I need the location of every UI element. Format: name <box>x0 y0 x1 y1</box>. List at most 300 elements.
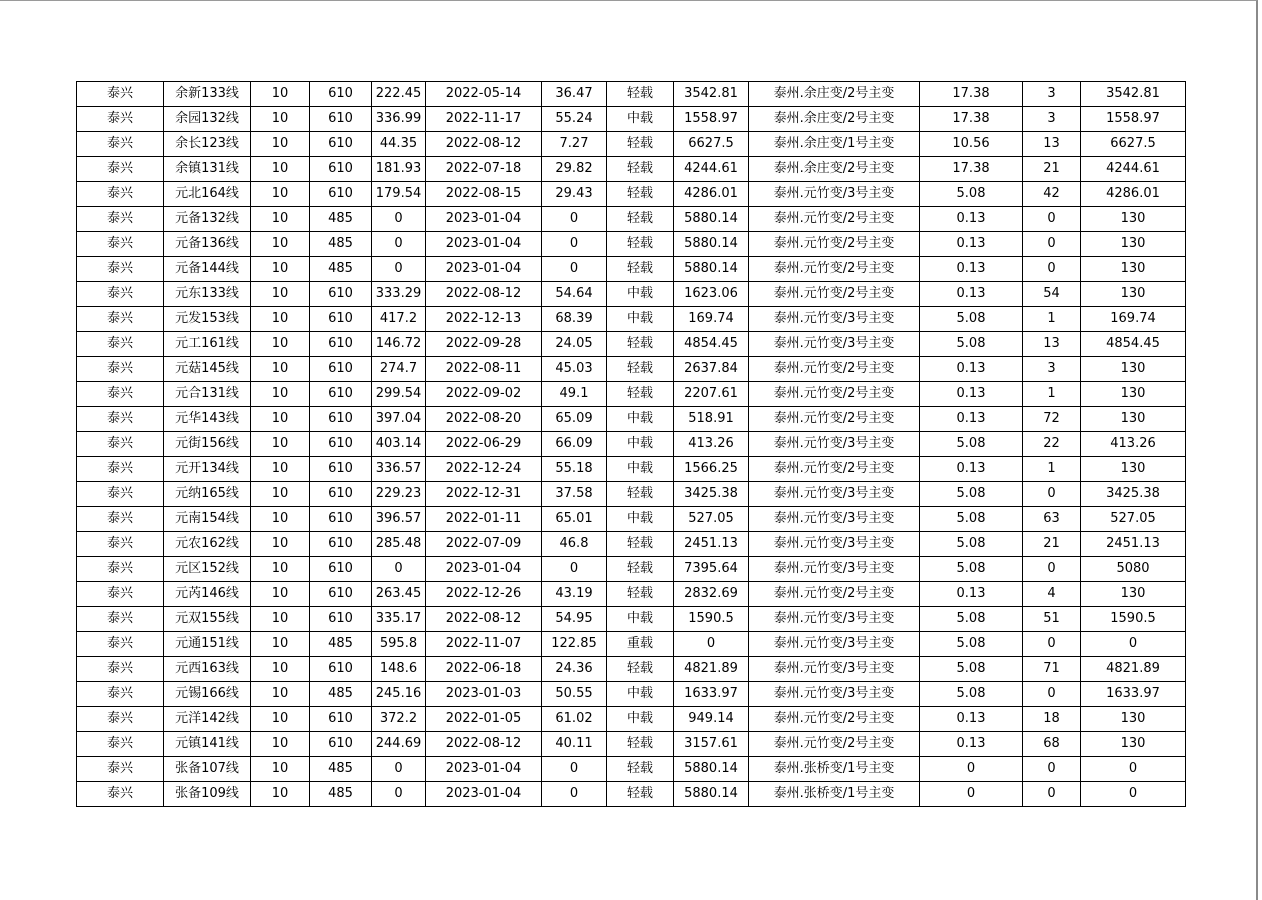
capacity-cell: 4854.45 <box>674 332 749 357</box>
available-capacity-cell: 130 <box>1081 582 1186 607</box>
current-cell: 396.57 <box>372 507 426 532</box>
load-rate-cell: 45.03 <box>542 357 607 382</box>
capacity-cell: 4244.61 <box>674 157 749 182</box>
load-rate-cell: 46.8 <box>542 532 607 557</box>
available-capacity-cell: 4244.61 <box>1081 157 1186 182</box>
rated-current-cell: 610 <box>310 607 372 632</box>
available-capacity-cell: 169.74 <box>1081 307 1186 332</box>
table-row <box>77 82 1186 107</box>
transformer-rate-cell: 0.13 <box>920 707 1023 732</box>
load-rate-cell: 24.05 <box>542 332 607 357</box>
line-name-cell: 元备132线 <box>164 207 251 232</box>
count-cell: 68 <box>1023 732 1081 757</box>
transformer-cell: 泰州.元竹变/2号主变 <box>749 382 920 407</box>
table-row <box>77 432 1186 457</box>
transformer-rate-cell: 17.38 <box>920 157 1023 182</box>
load-status-cell: 轻载 <box>607 132 674 157</box>
region-cell: 泰兴 <box>77 732 164 757</box>
table-row <box>77 632 1186 657</box>
transformer-rate-cell: 17.38 <box>920 107 1023 132</box>
table-row <box>77 557 1186 582</box>
region-cell: 泰兴 <box>77 507 164 532</box>
count-cell: 1 <box>1023 382 1081 407</box>
rated-current-cell: 610 <box>310 282 372 307</box>
load-status-cell: 轻载 <box>607 332 674 357</box>
available-capacity-cell: 130 <box>1081 457 1186 482</box>
transformer-rate-cell: 5.08 <box>920 657 1023 682</box>
count-cell: 0 <box>1023 257 1081 282</box>
available-capacity-cell: 4854.45 <box>1081 332 1186 357</box>
load-rate-cell: 43.19 <box>542 582 607 607</box>
capacity-cell: 4286.01 <box>674 182 749 207</box>
available-capacity-cell: 4286.01 <box>1081 182 1186 207</box>
line-name-cell: 元南154线 <box>164 507 251 532</box>
rated-current-cell: 610 <box>310 432 372 457</box>
region-cell: 泰兴 <box>77 407 164 432</box>
capacity-cell: 2207.61 <box>674 382 749 407</box>
transformer-rate-cell: 5.08 <box>920 482 1023 507</box>
table-row <box>77 607 1186 632</box>
capacity-cell: 3157.61 <box>674 732 749 757</box>
load-status-cell: 轻载 <box>607 232 674 257</box>
count-cell: 18 <box>1023 707 1081 732</box>
load-rate-cell: 50.55 <box>542 682 607 707</box>
available-capacity-cell: 130 <box>1081 257 1186 282</box>
load-rate-cell: 61.02 <box>542 707 607 732</box>
region-cell: 泰兴 <box>77 207 164 232</box>
available-capacity-cell: 0 <box>1081 632 1186 657</box>
load-rate-cell: 29.82 <box>542 157 607 182</box>
current-cell: 595.8 <box>372 632 426 657</box>
table-body <box>77 82 1186 807</box>
voltage-cell: 10 <box>251 557 310 582</box>
voltage-cell: 10 <box>251 457 310 482</box>
region-cell: 泰兴 <box>77 157 164 182</box>
region-cell: 泰兴 <box>77 582 164 607</box>
capacity-cell: 1590.5 <box>674 607 749 632</box>
transformer-cell: 泰州.元竹变/3号主变 <box>749 657 920 682</box>
transformer-cell: 泰州.元竹变/3号主变 <box>749 607 920 632</box>
line-name-cell: 元工161线 <box>164 332 251 357</box>
rated-current-cell: 610 <box>310 182 372 207</box>
date-cell: 2023-01-04 <box>426 257 542 282</box>
region-cell: 泰兴 <box>77 232 164 257</box>
load-rate-cell: 0 <box>542 782 607 807</box>
load-rate-cell: 65.01 <box>542 507 607 532</box>
transformer-cell: 泰州.元竹变/2号主变 <box>749 257 920 282</box>
transformer-cell: 泰州.元竹变/3号主变 <box>749 557 920 582</box>
current-cell: 245.16 <box>372 682 426 707</box>
current-cell: 299.54 <box>372 382 426 407</box>
transformer-rate-cell: 5.08 <box>920 607 1023 632</box>
available-capacity-cell: 1558.97 <box>1081 107 1186 132</box>
transformer-cell: 泰州.元竹变/2号主变 <box>749 707 920 732</box>
load-status-cell: 中载 <box>607 307 674 332</box>
load-rate-cell: 66.09 <box>542 432 607 457</box>
capacity-cell: 2832.69 <box>674 582 749 607</box>
count-cell: 1 <box>1023 307 1081 332</box>
count-cell: 13 <box>1023 132 1081 157</box>
voltage-cell: 10 <box>251 82 310 107</box>
capacity-cell: 527.05 <box>674 507 749 532</box>
capacity-cell: 1566.25 <box>674 457 749 482</box>
rated-current-cell: 485 <box>310 682 372 707</box>
rated-current-cell: 610 <box>310 732 372 757</box>
load-status-cell: 中载 <box>607 607 674 632</box>
table-row <box>77 357 1186 382</box>
capacity-cell: 7395.64 <box>674 557 749 582</box>
date-cell: 2022-12-13 <box>426 307 542 332</box>
transformer-cell: 泰州.元竹变/2号主变 <box>749 457 920 482</box>
table-row <box>77 157 1186 182</box>
available-capacity-cell: 130 <box>1081 232 1186 257</box>
rated-current-cell: 610 <box>310 482 372 507</box>
line-name-cell: 元备144线 <box>164 257 251 282</box>
transformer-cell: 泰州.元竹变/3号主变 <box>749 182 920 207</box>
transformer-cell: 泰州.元竹变/3号主变 <box>749 532 920 557</box>
current-cell: 0 <box>372 232 426 257</box>
transformer-cell: 泰州.元竹变/3号主变 <box>749 632 920 657</box>
load-status-cell: 轻载 <box>607 582 674 607</box>
table-row <box>77 457 1186 482</box>
voltage-cell: 10 <box>251 157 310 182</box>
rated-current-cell: 610 <box>310 107 372 132</box>
transformer-cell: 泰州.元竹变/2号主变 <box>749 207 920 232</box>
region-cell: 泰兴 <box>77 257 164 282</box>
current-cell: 229.23 <box>372 482 426 507</box>
available-capacity-cell: 6627.5 <box>1081 132 1186 157</box>
current-cell: 372.2 <box>372 707 426 732</box>
line-name-cell: 元西163线 <box>164 657 251 682</box>
date-cell: 2022-07-09 <box>426 532 542 557</box>
count-cell: 71 <box>1023 657 1081 682</box>
transformer-rate-cell: 5.08 <box>920 332 1023 357</box>
available-capacity-cell: 130 <box>1081 707 1186 732</box>
capacity-cell: 2637.84 <box>674 357 749 382</box>
date-cell: 2023-01-04 <box>426 557 542 582</box>
transformer-cell: 泰州.元竹变/3号主变 <box>749 307 920 332</box>
load-rate-cell: 0 <box>542 557 607 582</box>
count-cell: 0 <box>1023 482 1081 507</box>
load-status-cell: 轻载 <box>607 157 674 182</box>
available-capacity-cell: 2451.13 <box>1081 532 1186 557</box>
available-capacity-cell: 527.05 <box>1081 507 1186 532</box>
capacity-cell: 949.14 <box>674 707 749 732</box>
voltage-cell: 10 <box>251 132 310 157</box>
current-cell: 263.45 <box>372 582 426 607</box>
capacity-cell: 5880.14 <box>674 207 749 232</box>
region-cell: 泰兴 <box>77 632 164 657</box>
voltage-cell: 10 <box>251 757 310 782</box>
load-status-cell: 中载 <box>607 107 674 132</box>
transformer-cell: 泰州.元竹变/3号主变 <box>749 332 920 357</box>
load-rate-cell: 55.24 <box>542 107 607 132</box>
table-row <box>77 732 1186 757</box>
capacity-cell: 0 <box>674 632 749 657</box>
table-row <box>77 682 1186 707</box>
voltage-cell: 10 <box>251 732 310 757</box>
transformer-rate-cell: 10.56 <box>920 132 1023 157</box>
region-cell: 泰兴 <box>77 382 164 407</box>
date-cell: 2023-01-04 <box>426 232 542 257</box>
region-cell: 泰兴 <box>77 657 164 682</box>
transformer-rate-cell: 0.13 <box>920 457 1023 482</box>
available-capacity-cell: 130 <box>1081 382 1186 407</box>
voltage-cell: 10 <box>251 282 310 307</box>
load-rate-cell: 24.36 <box>542 657 607 682</box>
region-cell: 泰兴 <box>77 307 164 332</box>
capacity-cell: 518.91 <box>674 407 749 432</box>
capacity-cell: 1633.97 <box>674 682 749 707</box>
voltage-cell: 10 <box>251 382 310 407</box>
transformer-rate-cell: 0.13 <box>920 382 1023 407</box>
voltage-cell: 10 <box>251 332 310 357</box>
region-cell: 泰兴 <box>77 357 164 382</box>
rated-current-cell: 610 <box>310 657 372 682</box>
load-rate-cell: 0 <box>542 757 607 782</box>
transformer-cell: 泰州.余庄变/1号主变 <box>749 132 920 157</box>
table-row <box>77 582 1186 607</box>
line-name-cell: 张备107线 <box>164 757 251 782</box>
load-status-cell: 轻载 <box>607 557 674 582</box>
date-cell: 2022-09-02 <box>426 382 542 407</box>
voltage-cell: 10 <box>251 657 310 682</box>
current-cell: 0 <box>372 207 426 232</box>
available-capacity-cell: 130 <box>1081 357 1186 382</box>
load-status-cell: 轻载 <box>607 357 674 382</box>
rated-current-cell: 485 <box>310 257 372 282</box>
current-cell: 0 <box>372 757 426 782</box>
capacity-cell: 3425.38 <box>674 482 749 507</box>
count-cell: 0 <box>1023 207 1081 232</box>
voltage-cell: 10 <box>251 707 310 732</box>
transformer-cell: 泰州.元竹变/3号主变 <box>749 682 920 707</box>
available-capacity-cell: 1590.5 <box>1081 607 1186 632</box>
region-cell: 泰兴 <box>77 707 164 732</box>
load-status-cell: 中载 <box>607 507 674 532</box>
load-rate-cell: 49.1 <box>542 382 607 407</box>
rated-current-cell: 610 <box>310 557 372 582</box>
count-cell: 72 <box>1023 407 1081 432</box>
voltage-cell: 10 <box>251 182 310 207</box>
line-name-cell: 元锡166线 <box>164 682 251 707</box>
load-status-cell: 轻载 <box>607 657 674 682</box>
load-rate-cell: 54.95 <box>542 607 607 632</box>
load-status-cell: 中载 <box>607 707 674 732</box>
current-cell: 403.14 <box>372 432 426 457</box>
load-status-cell: 重载 <box>607 632 674 657</box>
load-status-cell: 轻载 <box>607 757 674 782</box>
rated-current-cell: 485 <box>310 207 372 232</box>
rated-current-cell: 610 <box>310 307 372 332</box>
count-cell: 22 <box>1023 432 1081 457</box>
table-row <box>77 532 1186 557</box>
voltage-cell: 10 <box>251 607 310 632</box>
date-cell: 2022-08-20 <box>426 407 542 432</box>
line-name-cell: 元菇145线 <box>164 357 251 382</box>
count-cell: 3 <box>1023 82 1081 107</box>
current-cell: 44.35 <box>372 132 426 157</box>
rated-current-cell: 485 <box>310 757 372 782</box>
date-cell: 2022-08-12 <box>426 607 542 632</box>
transformer-rate-cell: 5.08 <box>920 507 1023 532</box>
rated-current-cell: 610 <box>310 532 372 557</box>
available-capacity-cell: 130 <box>1081 282 1186 307</box>
count-cell: 3 <box>1023 357 1081 382</box>
date-cell: 2022-06-29 <box>426 432 542 457</box>
transformer-cell: 泰州.元竹变/2号主变 <box>749 582 920 607</box>
date-cell: 2022-12-24 <box>426 457 542 482</box>
transformer-cell: 泰州.余庄变/2号主变 <box>749 107 920 132</box>
transformer-cell: 泰州.余庄变/2号主变 <box>749 82 920 107</box>
voltage-cell: 10 <box>251 782 310 807</box>
table-row <box>77 232 1186 257</box>
load-status-cell: 中载 <box>607 282 674 307</box>
date-cell: 2022-06-18 <box>426 657 542 682</box>
region-cell: 泰兴 <box>77 782 164 807</box>
capacity-cell: 5880.14 <box>674 757 749 782</box>
date-cell: 2022-05-14 <box>426 82 542 107</box>
transformer-cell: 泰州.张桥变/1号主变 <box>749 757 920 782</box>
count-cell: 0 <box>1023 632 1081 657</box>
line-name-cell: 元发153线 <box>164 307 251 332</box>
line-name-cell: 元合131线 <box>164 382 251 407</box>
line-name-cell: 余新133线 <box>164 82 251 107</box>
capacity-cell: 1623.06 <box>674 282 749 307</box>
line-name-cell: 元备136线 <box>164 232 251 257</box>
count-cell: 0 <box>1023 232 1081 257</box>
voltage-cell: 10 <box>251 307 310 332</box>
transformer-rate-cell: 5.08 <box>920 557 1023 582</box>
transformer-cell: 泰州.元竹变/3号主变 <box>749 432 920 457</box>
load-rate-cell: 54.64 <box>542 282 607 307</box>
rated-current-cell: 485 <box>310 632 372 657</box>
transformer-rate-cell: 0.13 <box>920 282 1023 307</box>
transformer-rate-cell: 0.13 <box>920 207 1023 232</box>
current-cell: 397.04 <box>372 407 426 432</box>
load-rate-cell: 0 <box>542 232 607 257</box>
table-row <box>77 282 1186 307</box>
rated-current-cell: 485 <box>310 232 372 257</box>
table-row <box>77 107 1186 132</box>
voltage-cell: 10 <box>251 432 310 457</box>
line-name-cell: 张备109线 <box>164 782 251 807</box>
table-row <box>77 332 1186 357</box>
rated-current-cell: 610 <box>310 357 372 382</box>
table-row <box>77 257 1186 282</box>
table-row <box>77 307 1186 332</box>
count-cell: 21 <box>1023 532 1081 557</box>
region-cell: 泰兴 <box>77 432 164 457</box>
current-cell: 181.93 <box>372 157 426 182</box>
transformer-rate-cell: 5.08 <box>920 632 1023 657</box>
load-status-cell: 轻载 <box>607 732 674 757</box>
current-cell: 335.17 <box>372 607 426 632</box>
transformer-rate-cell: 0.13 <box>920 357 1023 382</box>
line-name-cell: 余园132线 <box>164 107 251 132</box>
date-cell: 2022-11-17 <box>426 107 542 132</box>
table-row <box>77 182 1186 207</box>
transformer-rate-cell: 5.08 <box>920 182 1023 207</box>
rated-current-cell: 610 <box>310 407 372 432</box>
transformer-rate-cell: 17.38 <box>920 82 1023 107</box>
capacity-cell: 3542.81 <box>674 82 749 107</box>
load-rate-cell: 36.47 <box>542 82 607 107</box>
line-name-cell: 元洋142线 <box>164 707 251 732</box>
current-cell: 333.29 <box>372 282 426 307</box>
capacity-cell: 4821.89 <box>674 657 749 682</box>
region-cell: 泰兴 <box>77 457 164 482</box>
region-cell: 泰兴 <box>77 282 164 307</box>
line-name-cell: 余镇131线 <box>164 157 251 182</box>
line-name-cell: 元镇141线 <box>164 732 251 757</box>
region-cell: 泰兴 <box>77 557 164 582</box>
load-status-cell: 轻载 <box>607 182 674 207</box>
available-capacity-cell: 0 <box>1081 782 1186 807</box>
load-rate-cell: 68.39 <box>542 307 607 332</box>
date-cell: 2022-08-12 <box>426 132 542 157</box>
load-status-cell: 轻载 <box>607 532 674 557</box>
transformer-rate-cell: 0 <box>920 757 1023 782</box>
data-table <box>76 81 1186 807</box>
current-cell: 146.72 <box>372 332 426 357</box>
date-cell: 2022-07-18 <box>426 157 542 182</box>
current-cell: 285.48 <box>372 532 426 557</box>
available-capacity-cell: 130 <box>1081 732 1186 757</box>
transformer-cell: 泰州.元竹变/3号主变 <box>749 482 920 507</box>
line-name-cell: 元区152线 <box>164 557 251 582</box>
voltage-cell: 10 <box>251 507 310 532</box>
load-rate-cell: 29.43 <box>542 182 607 207</box>
date-cell: 2022-12-26 <box>426 582 542 607</box>
voltage-cell: 10 <box>251 232 310 257</box>
date-cell: 2022-12-31 <box>426 482 542 507</box>
transformer-cell: 泰州.元竹变/2号主变 <box>749 282 920 307</box>
region-cell: 泰兴 <box>77 682 164 707</box>
load-status-cell: 中载 <box>607 432 674 457</box>
table-row <box>77 782 1186 807</box>
load-status-cell: 轻载 <box>607 782 674 807</box>
count-cell: 63 <box>1023 507 1081 532</box>
rated-current-cell: 610 <box>310 82 372 107</box>
capacity-cell: 5880.14 <box>674 257 749 282</box>
available-capacity-cell: 130 <box>1081 207 1186 232</box>
transformer-rate-cell: 0.13 <box>920 407 1023 432</box>
transformer-rate-cell: 0 <box>920 782 1023 807</box>
voltage-cell: 10 <box>251 207 310 232</box>
table-row <box>77 757 1186 782</box>
load-rate-cell: 40.11 <box>542 732 607 757</box>
date-cell: 2023-01-04 <box>426 757 542 782</box>
load-rate-cell: 0 <box>542 257 607 282</box>
rated-current-cell: 610 <box>310 457 372 482</box>
capacity-cell: 169.74 <box>674 307 749 332</box>
transformer-cell: 泰州.余庄变/2号主变 <box>749 157 920 182</box>
date-cell: 2022-01-05 <box>426 707 542 732</box>
load-rate-cell: 55.18 <box>542 457 607 482</box>
rated-current-cell: 610 <box>310 132 372 157</box>
count-cell: 21 <box>1023 157 1081 182</box>
current-cell: 0 <box>372 257 426 282</box>
current-cell: 148.6 <box>372 657 426 682</box>
voltage-cell: 10 <box>251 582 310 607</box>
count-cell: 0 <box>1023 757 1081 782</box>
transformer-cell: 泰州.元竹变/2号主变 <box>749 232 920 257</box>
table-row <box>77 507 1186 532</box>
rated-current-cell: 610 <box>310 157 372 182</box>
table-row <box>77 657 1186 682</box>
available-capacity-cell: 1633.97 <box>1081 682 1186 707</box>
